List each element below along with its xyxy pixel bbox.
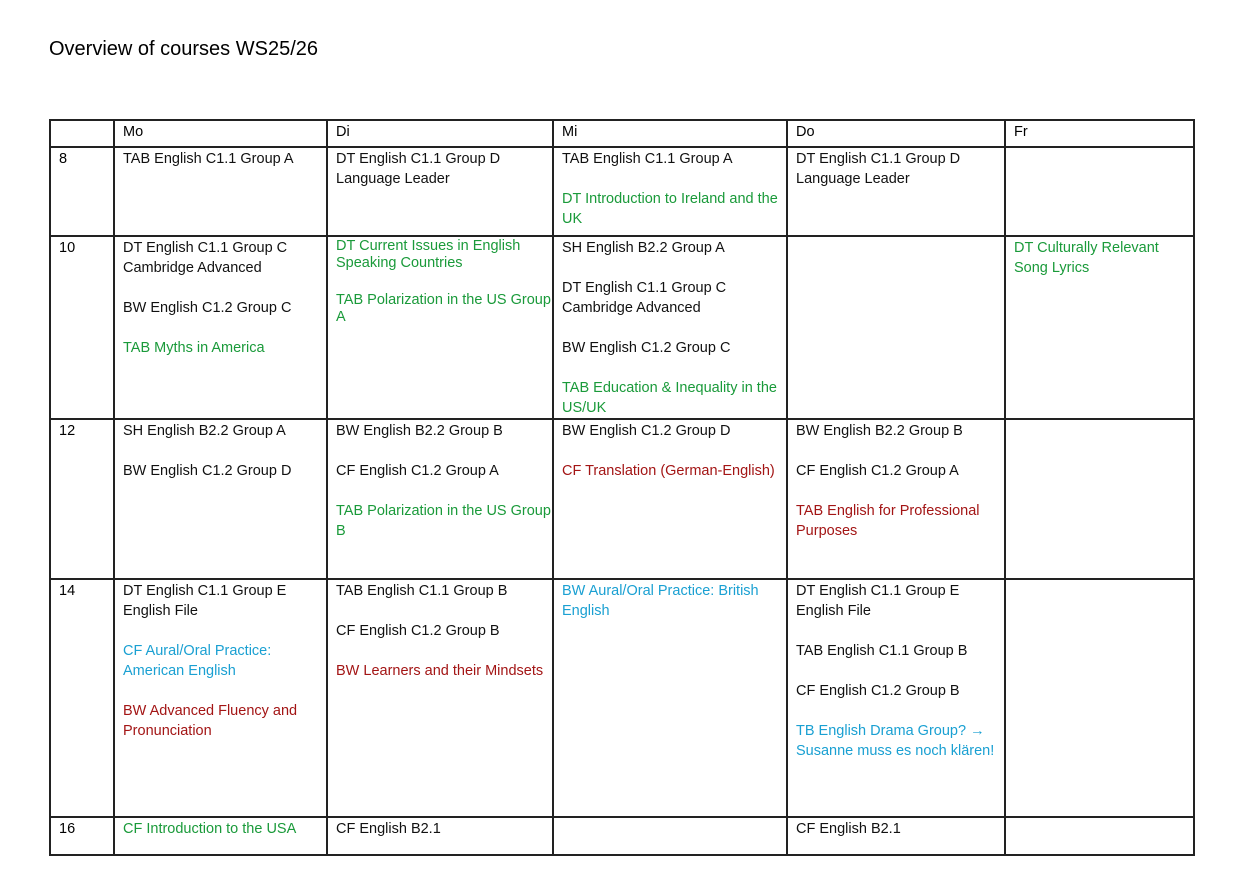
timetable-row-14 [50,579,1194,817]
course-entry: DT English C1.1 Group C Cambridge Advanced [123,240,288,276]
course-timetable [49,119,1195,856]
course-entry: TAB English for Professional Purposes [796,503,980,539]
cell-mo-16 [114,817,327,855]
day-header-fr: Fr [1005,120,1194,147]
cell-fr-16 [1005,817,1194,855]
course-entry: CF English C1.2 Group A [796,463,959,479]
hour-label: 16 [50,817,114,855]
course-entry: CF English C1.2 Group B [336,623,500,639]
header-row [50,120,1194,147]
cell-fr-12 [1005,419,1194,579]
course-entry: BW Aural/Oral Practice: British English [562,583,759,619]
course-entry: BW English B2.2 Group B [796,423,963,439]
course-entry: TAB English C1.1 Group B [796,643,968,659]
course-entry: DT English C1.1 Group D Language Leader [796,151,961,187]
cell-di-16 [327,817,553,855]
page-title: Overview of courses WS25/26 [49,38,318,60]
cell-mo-14 [114,579,327,817]
cell-mi-10 [553,236,787,419]
timetable-row-8 [50,147,1194,236]
cell-mi-16 [553,817,787,855]
timetable-row-12 [50,419,1194,579]
course-entry: DT English C1.1 Group C Cambridge Advanced [562,280,727,316]
course-entry: CF English C1.2 Group B [796,683,960,699]
cell-mi-8 [553,147,787,236]
course-entry: CF English C1.2 Group A [336,463,499,479]
course-entry: TAB Polarization in the US Group B [336,503,551,539]
cell-do-12 [787,419,1005,579]
course-entry: TAB Education & Inequality in the US/UK [562,380,777,416]
course-entry: BW Learners and their Mindsets [336,663,544,679]
cell-di-12 [327,419,553,579]
hour-label: 12 [50,419,114,579]
course-entry: SH English B2.2 Group A [123,423,286,439]
cell-mi-12 [553,419,787,579]
timetable-row-10 [50,236,1194,419]
day-header-do: Do [787,120,1005,147]
cell-di-14 [327,579,553,817]
cell-fr-10 [1005,236,1194,419]
cell-mi-14 [553,579,787,817]
hour-header [50,120,114,147]
course-entry: DT Introduction to Ireland and the UK [562,191,778,227]
course-entry: TAB English C1.1 Group A [123,151,294,167]
course-entry: TB English Drama Group? → Susanne muss es noch klären! [796,723,995,759]
course-entry: BW English C1.2 Group C [123,300,292,316]
day-header-mi: Mi [553,120,787,147]
cell-do-8 [787,147,1005,236]
course-entry: TAB English C1.1 Group B [336,583,508,599]
course-entry: BW English C1.2 Group C [562,340,731,356]
cell-mo-10 [114,236,327,419]
cell-fr-8 [1005,147,1194,236]
cell-do-14 [787,579,1005,817]
timetable-row-16 [50,817,1194,855]
course-entry: CF Introduction to the USA [123,821,297,837]
cell-di-10 [327,236,553,419]
cell-do-10 [787,236,1005,419]
cell-di-8 [327,147,553,236]
course-entry: CF English B2.1 [336,821,441,837]
course-entry: DT English C1.1 Group D Language Leader [336,151,501,187]
course-entry: SH English B2.2 Group A [562,240,725,256]
course-entry: BW English C1.2 Group D [562,423,731,439]
course-entry: TAB Myths in America [123,340,265,356]
course-entry: DT English C1.1 Group E English File [796,583,960,619]
course-entry: DT Culturally Relevant Song Lyrics [1014,240,1159,276]
course-entry: DT English C1.1 Group E English File [123,583,287,619]
hour-label: 14 [50,579,114,817]
timetable-body [50,147,1194,855]
course-entry: TAB English C1.1 Group A [562,151,733,167]
course-entry: CF Aural/Oral Practice: American English [123,643,272,679]
course-entry: BW English C1.2 Group D [123,463,292,479]
day-header-mo: Mo [114,120,327,147]
cell-fr-14 [1005,579,1194,817]
course-entry: BW Advanced Fluency and Pronunciation [123,703,298,739]
course-entry: BW English B2.2 Group B [336,423,503,439]
hour-label: 10 [50,236,114,419]
cell-mo-8 [114,147,327,236]
hour-label: 8 [50,147,114,236]
course-entry: DT Current Issues in English Speaking Countries [336,238,521,271]
day-header-di: Di [327,120,553,147]
cell-mo-12 [114,419,327,579]
cell-do-16 [787,817,1005,855]
course-entry: TAB Polarization in the US Group A [336,292,551,325]
course-entry: CF English B2.1 [796,821,901,837]
course-entry: CF Translation (German-English) [562,463,775,479]
